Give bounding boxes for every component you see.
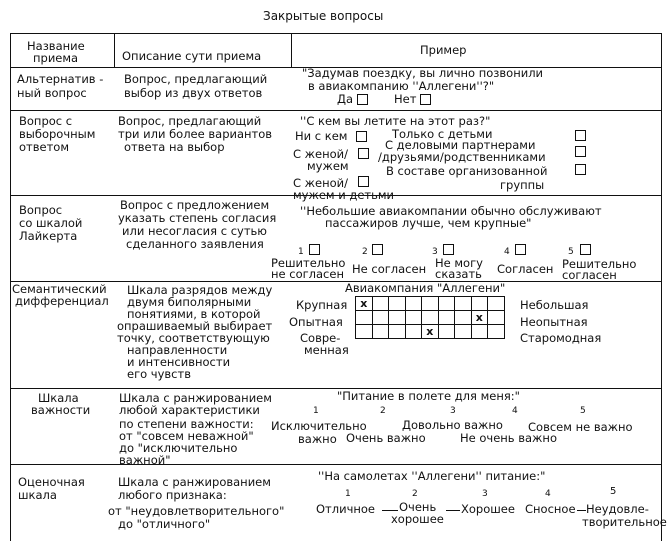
row-name: Шкала [38, 391, 79, 405]
grid-cell[interactable] [372, 311, 389, 325]
option-label: В составе организованной [386, 164, 548, 178]
row-name: со шкалой [19, 216, 83, 230]
scale-label: Очень важно [346, 431, 426, 445]
row-description: от "совсем неважной" [119, 429, 254, 443]
row-name: Вопрос [19, 203, 63, 217]
example-question: ''С кем вы летите на этот раз?" [300, 114, 491, 128]
row-description: Шкала с ранжированием [119, 391, 272, 405]
scale-label: Решительно [271, 256, 346, 270]
row-name: важности [31, 403, 91, 417]
header-column-divider [291, 33, 292, 67]
grid-cell[interactable] [405, 297, 422, 311]
checkbox-icon[interactable] [575, 146, 586, 157]
row-description: Шкала с ранжированием [118, 475, 271, 489]
grid-cell[interactable] [389, 325, 406, 339]
checkbox-icon[interactable] [580, 244, 591, 255]
grid-cell[interactable] [438, 325, 455, 339]
pole-left: Совре- [300, 331, 341, 345]
scale-number: 4 [504, 247, 510, 257]
scale-label: Решительно [562, 257, 637, 271]
page-title: Закрытые вопросы [263, 9, 384, 23]
grid-cell[interactable]: x [422, 325, 439, 339]
scale-label: Хорошее [461, 502, 515, 516]
option-label: Только с детьми [392, 127, 493, 141]
grid-cell[interactable]: x [471, 311, 488, 325]
row-description: указать степень согласия [118, 211, 277, 225]
row-divider [10, 388, 662, 389]
row-description: понятиями, в которой [127, 307, 261, 321]
scale-label: Не согласен [352, 262, 427, 276]
scale-label: Не могу [435, 256, 483, 270]
row-description: любой характеристики [119, 403, 260, 417]
row-description: до "исключительно [119, 441, 238, 455]
scale-number: 2 [412, 489, 418, 499]
row-description: Вопрос, предлагающий [124, 72, 268, 86]
scale-label: Сносное [525, 502, 576, 516]
checkbox-icon[interactable] [515, 244, 526, 255]
scale-label: Отличное [316, 502, 375, 516]
row-description: его чувств [127, 367, 191, 381]
grid-cell[interactable] [372, 297, 389, 311]
option-yes [337, 93, 368, 105]
scale-number: 3 [432, 247, 438, 257]
header-column-divider [114, 33, 115, 67]
pole-right: Старомодная [520, 331, 602, 345]
header-description: Описание сути приема [122, 49, 262, 63]
grid-cell[interactable] [455, 325, 472, 339]
row-name: ответом [19, 140, 69, 154]
scale-number: 2 [380, 406, 386, 416]
connector-line [446, 510, 460, 511]
scale-label: Неудовле- [586, 502, 649, 516]
pole-left: Опытная [289, 315, 343, 329]
scale-number: 1 [345, 489, 351, 499]
row-description: любого признака: [118, 488, 227, 502]
scale-label: Согласен [497, 262, 554, 276]
example-question: "Задумав поездку, вы лично позвонили [302, 66, 544, 80]
scale-number: 5 [610, 486, 617, 497]
row-description: Шкала разрядов между [127, 283, 273, 297]
scale-label: Совсем не важно [528, 420, 633, 434]
grid-cell[interactable] [471, 325, 488, 339]
row-description: опрашиваемый выбирает [117, 319, 273, 333]
option-label: /друзьями/родственниками [378, 150, 546, 164]
row-name: шкала [18, 488, 57, 502]
header-name-line1: Название [27, 39, 85, 53]
option-no [394, 93, 431, 105]
grid-cell[interactable] [488, 297, 505, 311]
checkbox-icon[interactable] [575, 164, 586, 175]
option-label: С женой/ [293, 147, 349, 161]
row-description: Вопрос с предложением [120, 198, 270, 212]
row-divider [10, 464, 662, 465]
scale-label: согласен [562, 268, 617, 282]
scale-label: Не очень важно [460, 431, 557, 445]
header-example: Пример [420, 43, 467, 57]
checkbox-icon[interactable] [358, 176, 369, 187]
row-name: дифференциал [15, 294, 109, 308]
row-description: до "отличного" [118, 517, 211, 531]
option-label: С женой/ [293, 176, 349, 190]
grid-cell[interactable] [422, 311, 439, 325]
semantic-differential-grid [355, 296, 505, 339]
pole-left: Крупная [296, 298, 348, 312]
grid-cell[interactable] [488, 311, 505, 325]
example-question: ''На самолетах ''Аллегени'' питание:" [318, 469, 546, 483]
row-name: Лайкерта [19, 229, 78, 243]
option-label: группы [500, 178, 545, 192]
scale-number: 1 [298, 247, 304, 257]
scale-number: 3 [482, 489, 488, 499]
row-description: от "неудовлетворительного" [108, 504, 285, 518]
scale-number: 4 [512, 406, 518, 416]
row-description: Вопрос, предлагающий [118, 114, 262, 128]
row-description: точку, соответствующую [117, 331, 270, 345]
example-statement: пассажиров лучше, чем крупные" [325, 216, 532, 230]
option-label: мужем и детьми [293, 188, 395, 202]
pole-left: менная [304, 343, 349, 357]
checkbox-icon[interactable] [356, 131, 367, 142]
example-question: "Питание в полете для меня:" [337, 389, 520, 403]
header-name-line2: приема [33, 51, 79, 65]
grid-cell[interactable] [438, 297, 455, 311]
scale-number: 4 [545, 489, 551, 499]
row-description: сделанного заявления [126, 237, 264, 251]
checkbox-icon[interactable] [309, 244, 320, 255]
grid-cell[interactable] [471, 297, 488, 311]
row-name: Семантический [12, 282, 107, 296]
row-divider [10, 110, 662, 111]
row-description: важной" [119, 453, 171, 467]
grid-cell[interactable] [356, 325, 373, 339]
example-question: в авиакомпанию ''Аллегени''?" [308, 79, 495, 93]
grid-cell[interactable] [455, 297, 472, 311]
scale-label: важно [298, 432, 337, 446]
grid-cell[interactable] [422, 297, 439, 311]
scale-label: хорошее [391, 512, 444, 526]
row-name: Альтернатив - [17, 72, 104, 86]
row-name: ный вопрос [17, 86, 87, 100]
connector-line [382, 510, 398, 511]
row-name: Оценочная [18, 475, 85, 489]
grid-cell[interactable]: x [356, 297, 373, 311]
scale-label: Очень [399, 500, 437, 514]
option-label: С деловыми партнерами [385, 138, 536, 152]
scale-label: сказать [435, 267, 482, 281]
scale-number: 5 [568, 247, 574, 257]
option-label: Ни с кем [295, 129, 348, 143]
scale-number: 5 [580, 406, 586, 416]
row-name: Вопрос с [19, 114, 73, 128]
connector-line [577, 510, 586, 511]
row-description: направленности [127, 343, 228, 357]
grid-cell[interactable] [389, 297, 406, 311]
pole-right: Небольшая [520, 298, 589, 312]
scale-number: 3 [450, 406, 456, 416]
row-description: выбор из двух ответов [124, 86, 263, 100]
row-description: или несогласия с сутью [122, 224, 267, 238]
checkbox-icon[interactable] [358, 148, 369, 159]
row-description: три или более вариантов [118, 127, 273, 141]
checkbox-icon[interactable] [372, 244, 383, 255]
row-description: двумя биполярными [127, 295, 252, 309]
scale-number: 1 [313, 406, 319, 416]
example-statement: ''Небольшие авиакомпании обычно обслуживают [300, 204, 602, 218]
grid-cell[interactable] [455, 311, 472, 325]
example-heading: Авиакомпания "Аллегени" [345, 281, 506, 295]
scale-number: 2 [362, 247, 368, 257]
row-description: и интенсивности [127, 355, 231, 369]
option-label: Нет [394, 92, 417, 106]
row-description: ответа на выбор [124, 140, 225, 154]
checkbox-icon[interactable] [443, 244, 454, 255]
grid-cell[interactable] [405, 325, 422, 339]
scale-label: Довольно важно [402, 418, 503, 432]
checkbox-icon[interactable] [575, 130, 586, 141]
grid-cell[interactable] [356, 311, 373, 325]
grid-cell[interactable] [488, 325, 505, 339]
scale-label: творительное [582, 515, 667, 529]
checkbox-icon[interactable] [420, 94, 431, 105]
scale-label: Исключительно [271, 419, 367, 433]
scale-label: не согласен [271, 267, 344, 281]
grid-cell[interactable] [372, 325, 389, 339]
option-label: мужем [307, 159, 349, 173]
pole-right: Неопытная [520, 315, 588, 329]
grid-cell[interactable] [438, 311, 455, 325]
grid-cell[interactable] [389, 311, 406, 325]
option-label: Да [337, 92, 354, 106]
checkbox-icon[interactable] [357, 94, 368, 105]
row-name: выборочным [19, 127, 96, 141]
grid-cell[interactable] [405, 311, 422, 325]
row-description: по степени важности: [119, 417, 254, 431]
